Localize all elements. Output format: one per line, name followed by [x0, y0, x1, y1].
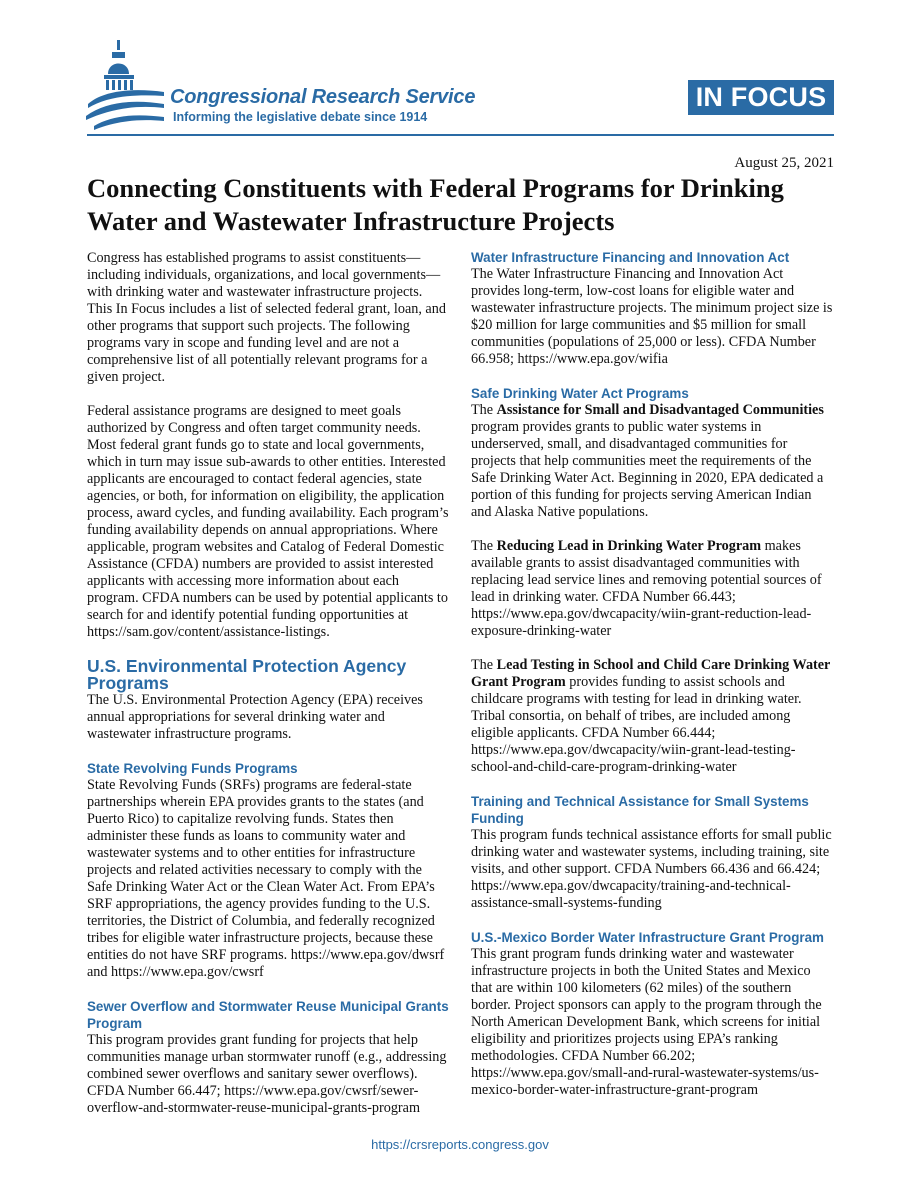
in-focus-badge: IN FOCUS: [688, 80, 834, 115]
wifia-paragraph: The Water Infrastructure Financing and Innovation Act provides long-term, low-cost loans for eligible water and wastewater infrastructure projects. The minimum project size is $20 million for large communities and $5 million for small communities (populations of 25,000 or less). CFDA Number 66.958; https://www.epa.gov/wifia: [471, 266, 833, 367]
srf-paragraph: State Revolving Funds (SRFs) programs are federal-state partnerships wherein EPA provides grants to the states (and Puerto Rico) to capitalize revolving funds. States then administer these funds as loans to community water and wastewater systems and to other entities for infrastructure projects and related activities necessary to comply with the Safe Drinking Water Act or the Clean Water Act. From EPA’s SRF appropriations, the agency provides funding to the U.S. territories, the District of Columbia, and federally recognized tribes for eligible water infrastructure projects, because these entities do not have SRF programs. https://www.epa.gov/dwsrf and https://www.epa.gov/cwsrf: [87, 777, 445, 980]
text-run: The: [471, 402, 497, 418]
program-name: Assistance for Small and Disadvantaged Communities: [496, 402, 824, 418]
right-column: [471, 249, 833, 1116]
capitol-dome-icon: [84, 38, 174, 133]
text-run: The: [471, 657, 497, 673]
program-name: Reducing Lead in Drinking Water Program: [496, 538, 762, 554]
program-name: Lead Testing in School and Child Care Drinking Water Grant Program: [471, 657, 831, 690]
left-column: [87, 250, 449, 1134]
section-heading-epa: U.S. Environmental Protection Agency Programs: [87, 656, 407, 693]
subheading-srf: State Revolving Funds Programs: [87, 761, 298, 776]
org-name: Congressional Research Service: [170, 86, 476, 108]
subheading-training: Training and Technical Assistance for Small Systems Funding: [471, 794, 809, 826]
subheading-border: U.S.-Mexico Border Water Infrastructure Grant Program: [471, 930, 824, 945]
intro-paragraph: Congress has established programs to assist constituents—including individuals, organizations, and local governments—with drinking water and wastewater infrastructure projects. This In Focus includes a list of selected federal grant, loan, and other programs that support such projects. The following programs vary in scope and funding level and are not a comprehensive list of all potentially relevant programs for a given project.: [87, 250, 446, 385]
sdwa-paragraph: [471, 402, 833, 521]
subheading-sewer: Sewer Overflow and Stormwater Reuse Municipal Grants Program: [87, 999, 449, 1031]
header-divider: [87, 134, 834, 136]
training-paragraph: This program funds technical assistance efforts for small public drinking water and wastewater systems, including training, site visits, and other support. CFDA Numbers 66.436 and 66.424; https://www.epa.gov/dwcapacity/training-and-technical-assistance-small-systems-funding: [471, 827, 832, 911]
sdwa-paragraph: [471, 657, 833, 776]
page-title: Connecting Constituents with Federal Programs for Drinking Water and Wastewater Infrastructure Projects: [87, 173, 784, 236]
publication-date: August 25, 2021: [734, 155, 834, 171]
text-run: makes available grants to assist disadvantaged communities with replacing lead service lines and removing potential sources of lead in drinking water. CFDA Number 66.443; https://www.epa.gov/dwcapacity/wiin-grant-reduction-lead-exposure-drinking-water: [471, 538, 822, 639]
sewer-paragraph: This program provides grant funding for projects that help communities manage urban stormwater runoff (e.g., addressing combined sewer overflows and sanitary sewer overflows). CFDA Number 66.447; https://www.epa.gov/cwsrf/sewer-overflow-and-stormwater-reuse-municipal-grants-program: [87, 1032, 447, 1116]
text-run: The: [471, 538, 497, 554]
text-run: provides funding to assist schools and childcare programs with testing for lead in drinking water. Tribal consortia, on behalf of tribes, are included among eligible applicants. CFDA Number 66.444; https://www.epa.gov/dwcapacity/wiin-grant-lead-testing-school-and-child-care-program-drinking-water: [471, 674, 802, 775]
org-tagline: Informing the legislative debate since 1914: [173, 110, 428, 124]
text-run: program provides grants to public water systems in underserved, small, and disadvantaged communities for projects that help communities meet the requirements of the Safe Drinking Water Act. Beginning in 2020, EPA dedicated a portion of this funding for projects serving American Indian and Alaska Native populations.: [471, 419, 824, 520]
subheading-wifia: Water Infrastructure Financing and Innovation Act: [471, 250, 790, 265]
epa-paragraph: The U.S. Environmental Protection Agency (EPA) receives annual appropriations for several drinking water and wastewater infrastructure programs.: [87, 692, 423, 742]
intro-paragraph: Federal assistance programs are designed to meet goals authorized by Congress and often target community needs. Most federal grant funds go to state and local governments, which in turn may issue sub-awards to other entities. Interested applicants are encouraged to contact federal agencies, state agencies, or both, for information on eligibility, the application process, award cycles, and funding availability. Each program’s funding availability depends on annual appropriations. Where applicable, program websites and Catalog of Federal Domestic Assistance (CFDA) numbers are provided to assist interested applicants with accessing more information about each program. CFDA numbers can be used by potential applicants to search for and identify potential funding opportunities at https://sam.gov/content/assistance-listings.: [87, 403, 449, 640]
subheading-sdwa: Safe Drinking Water Act Programs: [471, 386, 689, 401]
border-paragraph: This grant program funds drinking water and wastewater infrastructure projects in both the United States and Mexico that are within 100 kilometers (62 miles) of the southern border. Project sponsors can apply to the program through the North American Development Bank, which screens for initial eligibility and prioritizes projects using EPA’s ranking methodologies. CFDA Number 66.202; https://www.epa.gov/small-and-rural-wastewater-systems/us-mexico-border-water-infrastructure-grant-program: [471, 946, 822, 1098]
footer-link[interactable]: https://crsreports.congress.gov: [371, 1137, 549, 1152]
sdwa-paragraph: [471, 538, 833, 640]
